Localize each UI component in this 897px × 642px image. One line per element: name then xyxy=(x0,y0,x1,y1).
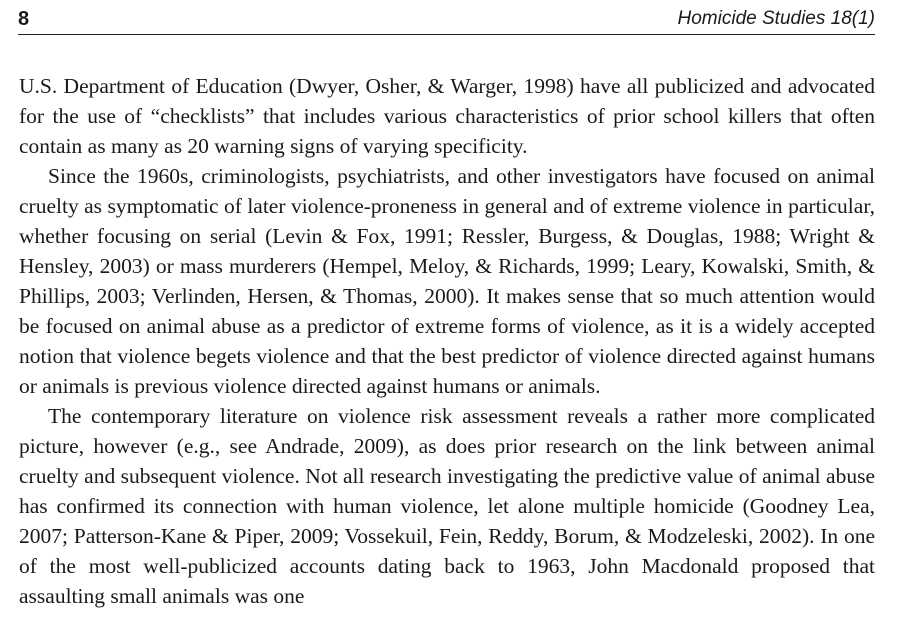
paragraph-risk-assessment: The contemporary literature on violence risk assessment reveals a rather more complicated picture, however (e.g., see Andrade, 2009), as does prior research on the link between animal cruelty and subsequent violence. Not all research investigating the predictive value of animal abuse has confirmed its connection with human violence, let alone multiple homicide (Goodney Lea, 2007; Patterson-Kane & Piper, 2009; Vossekuil, Fein, Reddy, Borum, & Modzeleski, 2002). In one of the most well-publicized accounts dating back to 1963, John Macdonald proposed that assaulting small animals was one xyxy=(19,404,875,608)
page-number: 8 xyxy=(18,8,30,30)
paragraph-continued: U.S. Department of Education (Dwyer, Osher, & Warger, 1998) have all publicized and advocated for the use of “checklists” that includes various characteristics of prior school killers that often contain as many as 20 warning signs of varying specificity. xyxy=(19,74,875,158)
paragraph-animal-cruelty: Since the 1960s, criminologists, psychiatrists, and other investigators have focused on animal cruelty as symptomatic of later violence-proneness in general and of extreme violence in particular, whether focusing on serial (Levin & Fox, 1991; Ressler, Burgess, & Douglas, 1988; Wright & Hensley, 2003) or mass murderers (Hempel, Meloy, & Richards, 1999; Leary, Kowalski, Smith, & Phillips, 2003; Verlinden, Hersen, & Thomas, 2000). It makes sense that so much attention would be focused on animal abuse as a predictor of extreme forms of violence, as it is a widely accepted notion that violence begets violence and that the best predictor of violence directed against humans or animals is previous violence directed against humans or animals. xyxy=(19,164,875,398)
page-header xyxy=(18,6,875,35)
body-text xyxy=(19,71,875,611)
running-title: Homicide Studies 18(1) xyxy=(677,8,875,29)
